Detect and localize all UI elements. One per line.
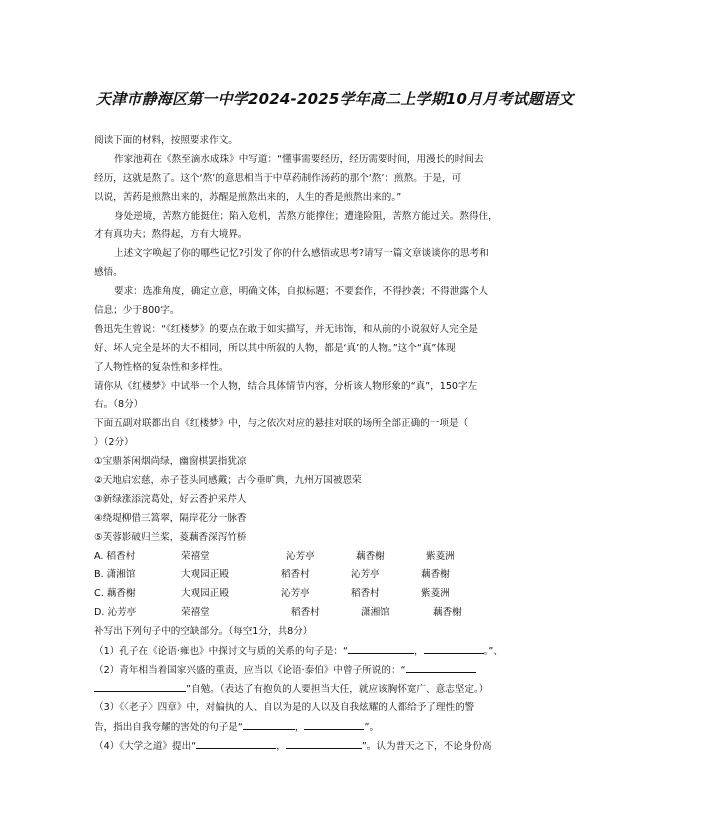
answer-blank[interactable] xyxy=(424,642,484,654)
option-cell: A. 稻香村 xyxy=(94,550,136,562)
couplet-item: ④绕堤柳借三篙翠，隔岸花分一脉香 xyxy=(94,512,247,524)
answer-blank[interactable] xyxy=(94,680,186,692)
option-cell: D. 沁芳亭 xyxy=(94,607,137,619)
question-text: ， xyxy=(276,740,286,752)
document-body xyxy=(94,132,654,755)
option-cell: 荣禧堂 xyxy=(181,550,210,562)
essay-paragraph-line: 以说，苦药是煎熬出来的，苏醒是煎熬出来的，人生的香是煎熬出来的。” xyxy=(94,191,402,203)
question-text-line: 鲁迅先生曾说：“《红楼梦》的要点在敢于如实描写，并无讳饰，和从前的小说叙好人完全是 xyxy=(94,323,478,335)
essay-paragraph-line: 身处逆境，苦熬方能挺住；陷入危机，苦熬方能撑住；遭逢险阻，苦熬方能过关。熬得住， xyxy=(114,210,498,222)
essay-paragraph-line: 作家池莉在《熬至滴水成珠》中写道：“懂事需要经历，经历需要时间，用漫长的时间去 xyxy=(114,153,484,165)
answer-blank[interactable] xyxy=(196,737,276,749)
essay-requirements-line: 要求：选准角度，确定立意，明确文体，自拟标题；不要套作，不得抄袭；不得泄露个人 xyxy=(114,286,489,298)
answer-option-c xyxy=(94,585,654,604)
question-text-line: 下面五副对联都出自《红楼梦》中，与之依次对应的悬挂对联的场所全部正确的一项是（ xyxy=(94,418,469,430)
answer-blank[interactable] xyxy=(243,718,295,730)
answer-option-a xyxy=(94,548,654,567)
question-text: （4）《大学之道》提出“ xyxy=(94,740,197,752)
question-text: ”。认为普天之下，不论身份高 xyxy=(361,740,492,752)
fill-in-question-2 xyxy=(94,661,654,680)
answer-option-d xyxy=(94,604,654,623)
question-text-line: 请你从《红楼梦》中试举一个人物，结合具体情节内容，分析该人物形象的“真”，150字左 xyxy=(94,380,478,392)
option-cell: 荣禧堂 xyxy=(181,607,210,619)
fill-in-question-2-cont xyxy=(94,680,654,699)
answer-blank[interactable] xyxy=(286,737,362,749)
essay-requirements-line: 信息；少于800字。 xyxy=(94,305,180,317)
question-text: （1）孔子在《论语·雍也》中探讨文与质的关系的句子是：“ xyxy=(94,646,348,658)
essay-intro: 阅读下面的材料，按照要求作文。 xyxy=(94,135,238,146)
answer-blank[interactable] xyxy=(304,718,364,730)
couplet-item: ②天地启宏慈，赤子苍头同感戴；古今垂旷典，九州万国被恩荣 xyxy=(94,475,362,487)
option-cell: 潇湘馆 xyxy=(361,607,390,619)
option-cell: 稻香村 xyxy=(291,607,320,619)
option-cell: 紫菱洲 xyxy=(421,588,450,600)
answer-blank[interactable] xyxy=(348,642,414,654)
fill-in-question-4 xyxy=(94,737,654,756)
option-cell: 藕香榭 xyxy=(433,607,462,619)
question-text: ， xyxy=(413,646,424,658)
option-cell: 稻香村 xyxy=(281,569,310,581)
option-cell: 沁芳亭 xyxy=(281,588,310,600)
question-text: 告，指出自我夸耀的害处的句子是“ xyxy=(94,721,243,733)
couplet-item: ③新绿涨添浣葛处，好云香护采芹人 xyxy=(94,493,247,505)
couplet-item: ①宝鼎茶闲烟尚绿，幽窗棋罢指犹凉 xyxy=(94,456,247,468)
question-text: （2）青年相当着国家兴盛的重责，应当以《论语·泰伯》中曾子所说的：“ xyxy=(94,664,406,676)
fill-in-stem: 补写出下列句子中的空缺部分。（每空1分，共8分） xyxy=(94,626,313,638)
question-text: ， xyxy=(294,721,305,733)
option-cell: 稻香村 xyxy=(351,588,380,600)
question-text: ”。 xyxy=(364,721,380,733)
couplet-item: ⑤芙蓉影破归兰桨，菱藕香深泻竹桥 xyxy=(94,531,247,543)
option-cell: 沁芳亭 xyxy=(286,550,315,562)
option-cell: 藕香榭 xyxy=(356,550,385,562)
essay-paragraph-line: 感悟。 xyxy=(94,267,123,279)
fill-in-question-3: （3）《〈老子〉四章》中，对偏执的人、自以为是的人以及自我炫耀的人都给予了理性的警 xyxy=(94,701,475,713)
question-text-line: 右。（8分） xyxy=(94,399,144,411)
fill-in-question-1 xyxy=(94,642,654,661)
option-cell: 藕香榭 xyxy=(421,569,450,581)
fill-in-question-3-cont xyxy=(94,718,654,737)
option-cell: 沁芳亭 xyxy=(351,569,380,581)
question-text-line: 了人物性格的复杂性和多样性。 xyxy=(94,361,229,373)
option-cell: C. 藕香榭 xyxy=(94,588,136,600)
question-text: ”自勉。（表达了有抱负的人要担当大任，就应该胸怀宽广、意志坚定。） xyxy=(186,683,489,695)
question-text-line: 好、坏人完全是坏的大不相同，所以其中所叙的人物，都是‘真’的人物。”这个“真”体现 xyxy=(94,342,456,354)
question-text-line: ）（2分） xyxy=(94,437,134,449)
answer-option-b xyxy=(94,566,654,585)
essay-paragraph-line: 经历，这就是熬了。这个‘熬’的意思相当于中草药制作汤药的那个‘熬’：煎熬。于是，可 xyxy=(94,172,462,184)
essay-paragraph-line: 上述文字唤起了你的哪些记忆?引发了你的什么感悟或思考?请写一篇文章谈谈你的思考和 xyxy=(114,248,489,260)
option-cell: 大观园正殿 xyxy=(181,569,229,581)
document-title: 天津市静海区第一中学2024-2025学年高二上学期10月月考试题语文 xyxy=(96,90,574,108)
option-cell: 紫菱洲 xyxy=(426,550,455,562)
option-cell: B. 潇湘馆 xyxy=(94,569,136,581)
answer-blank[interactable] xyxy=(406,661,476,673)
essay-paragraph-line: 才有真功夫；熬得起，方有大境界。 xyxy=(94,229,248,241)
question-text: 。”、 xyxy=(483,646,503,658)
option-cell: 大观园正殿 xyxy=(181,588,229,600)
